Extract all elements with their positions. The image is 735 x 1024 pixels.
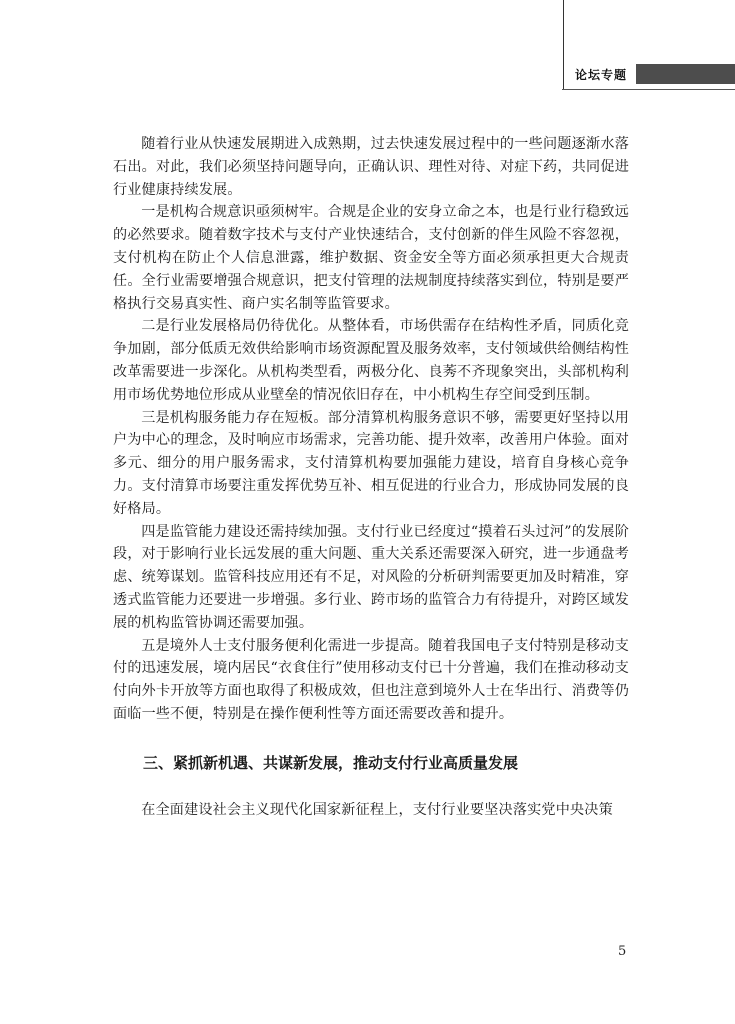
paragraph-service-capability: 三是机构服务能力存在短板。部分清算机构服务意识不够，需要更好坚持以用户为中心的理念，及时响应市场需求，完善功能、提升效率，改善用户体验。面对多元、细分的用户服务需求，支付清算机构要加强能力建设，培育自身核心竞争力。支付清算市场要注重发挥优势互补、相互促进的行业合力，形成协同发展的良好格局。 xyxy=(113,409,629,517)
header-bar xyxy=(636,64,735,84)
paragraph-intro: 随着行业从快速发展期进入成熟期，过去快速发展过程中的一些问题逐渐水落石出。对此，我们必须坚持问题导向，正确认识、理性对待、对症下药，共同促进行业健康持续发展。 xyxy=(113,136,629,198)
paragraph-regulatory-capacity: 四是监管能力建设还需持续加强。支付行业已经度过“摸着石头过河”的发展阶段，对于影响行业长远发展的重大问题、重大关系还需要深入研究，进一步通盘考虑、统筹谋划。监管科技应用还有不足，对风险的分析研判需要更加及时精准，穿透式监管能力还要进一步增强。多行业、跨市场的监管合力有待提升，对跨区域发展的机构监管协调还需要加强。 xyxy=(113,523,629,631)
header-vertical-rule xyxy=(563,0,564,90)
paragraph-compliance: 一是机构合规意识亟须树牢。合规是企业的安身立命之本，也是行业行稳致远的必然要求。随着数字技术与支付产业快速结合，支付创新的伴生风险不容忽视，支付机构在防止个人信息泄露，维护数据、资金安全等方面必须承担更大合规责任。全行业需要增强合规意识，把支付管理的法规制度持续落实到位，特别是要严格执行交易真实性、商户实名制等监管要求。 xyxy=(113,204,629,312)
header-horizontal-rule xyxy=(562,89,735,90)
article-body xyxy=(113,133,629,822)
paragraph-foreign-payments: 五是境外人士支付服务便利化需进一步提高。随着我国电子支付特别是移动支付的迅速发展，境内居民“衣食住行”使用移动支付已十分普遍，我们在推动移动支付向外卡开放等方面也取得了积极成效，但也注意到境外人士在华出行、消费等仍面临一些不便，特别是在操作便利性等方面还需要改善和提升。 xyxy=(113,637,629,722)
section-heading: 三、紧抓新机遇、共谋新发展，推动支付行业高质量发展 xyxy=(143,753,519,772)
section-label: 论坛专题 xyxy=(575,68,628,82)
page-number: 5 xyxy=(618,944,627,959)
paragraph-industry-structure: 二是行业发展格局仍待优化。从整体看，市场供需存在结构性矛盾，同质化竞争加剧，部分低质无效供给影响市场资源配置及服务效率，支付领域供给侧结构性改革需要进一步深化。从机构类型看，两极分化、良莠不齐现象突出，头部机构利用市场优势地位形成从业壁垒的情况依旧存在，中小机构生存空间受到压制。 xyxy=(113,318,629,403)
paragraph-final: 在全面建设社会主义现代化国家新征程上，支付行业要坚决落实党中央决策 xyxy=(141,801,613,818)
